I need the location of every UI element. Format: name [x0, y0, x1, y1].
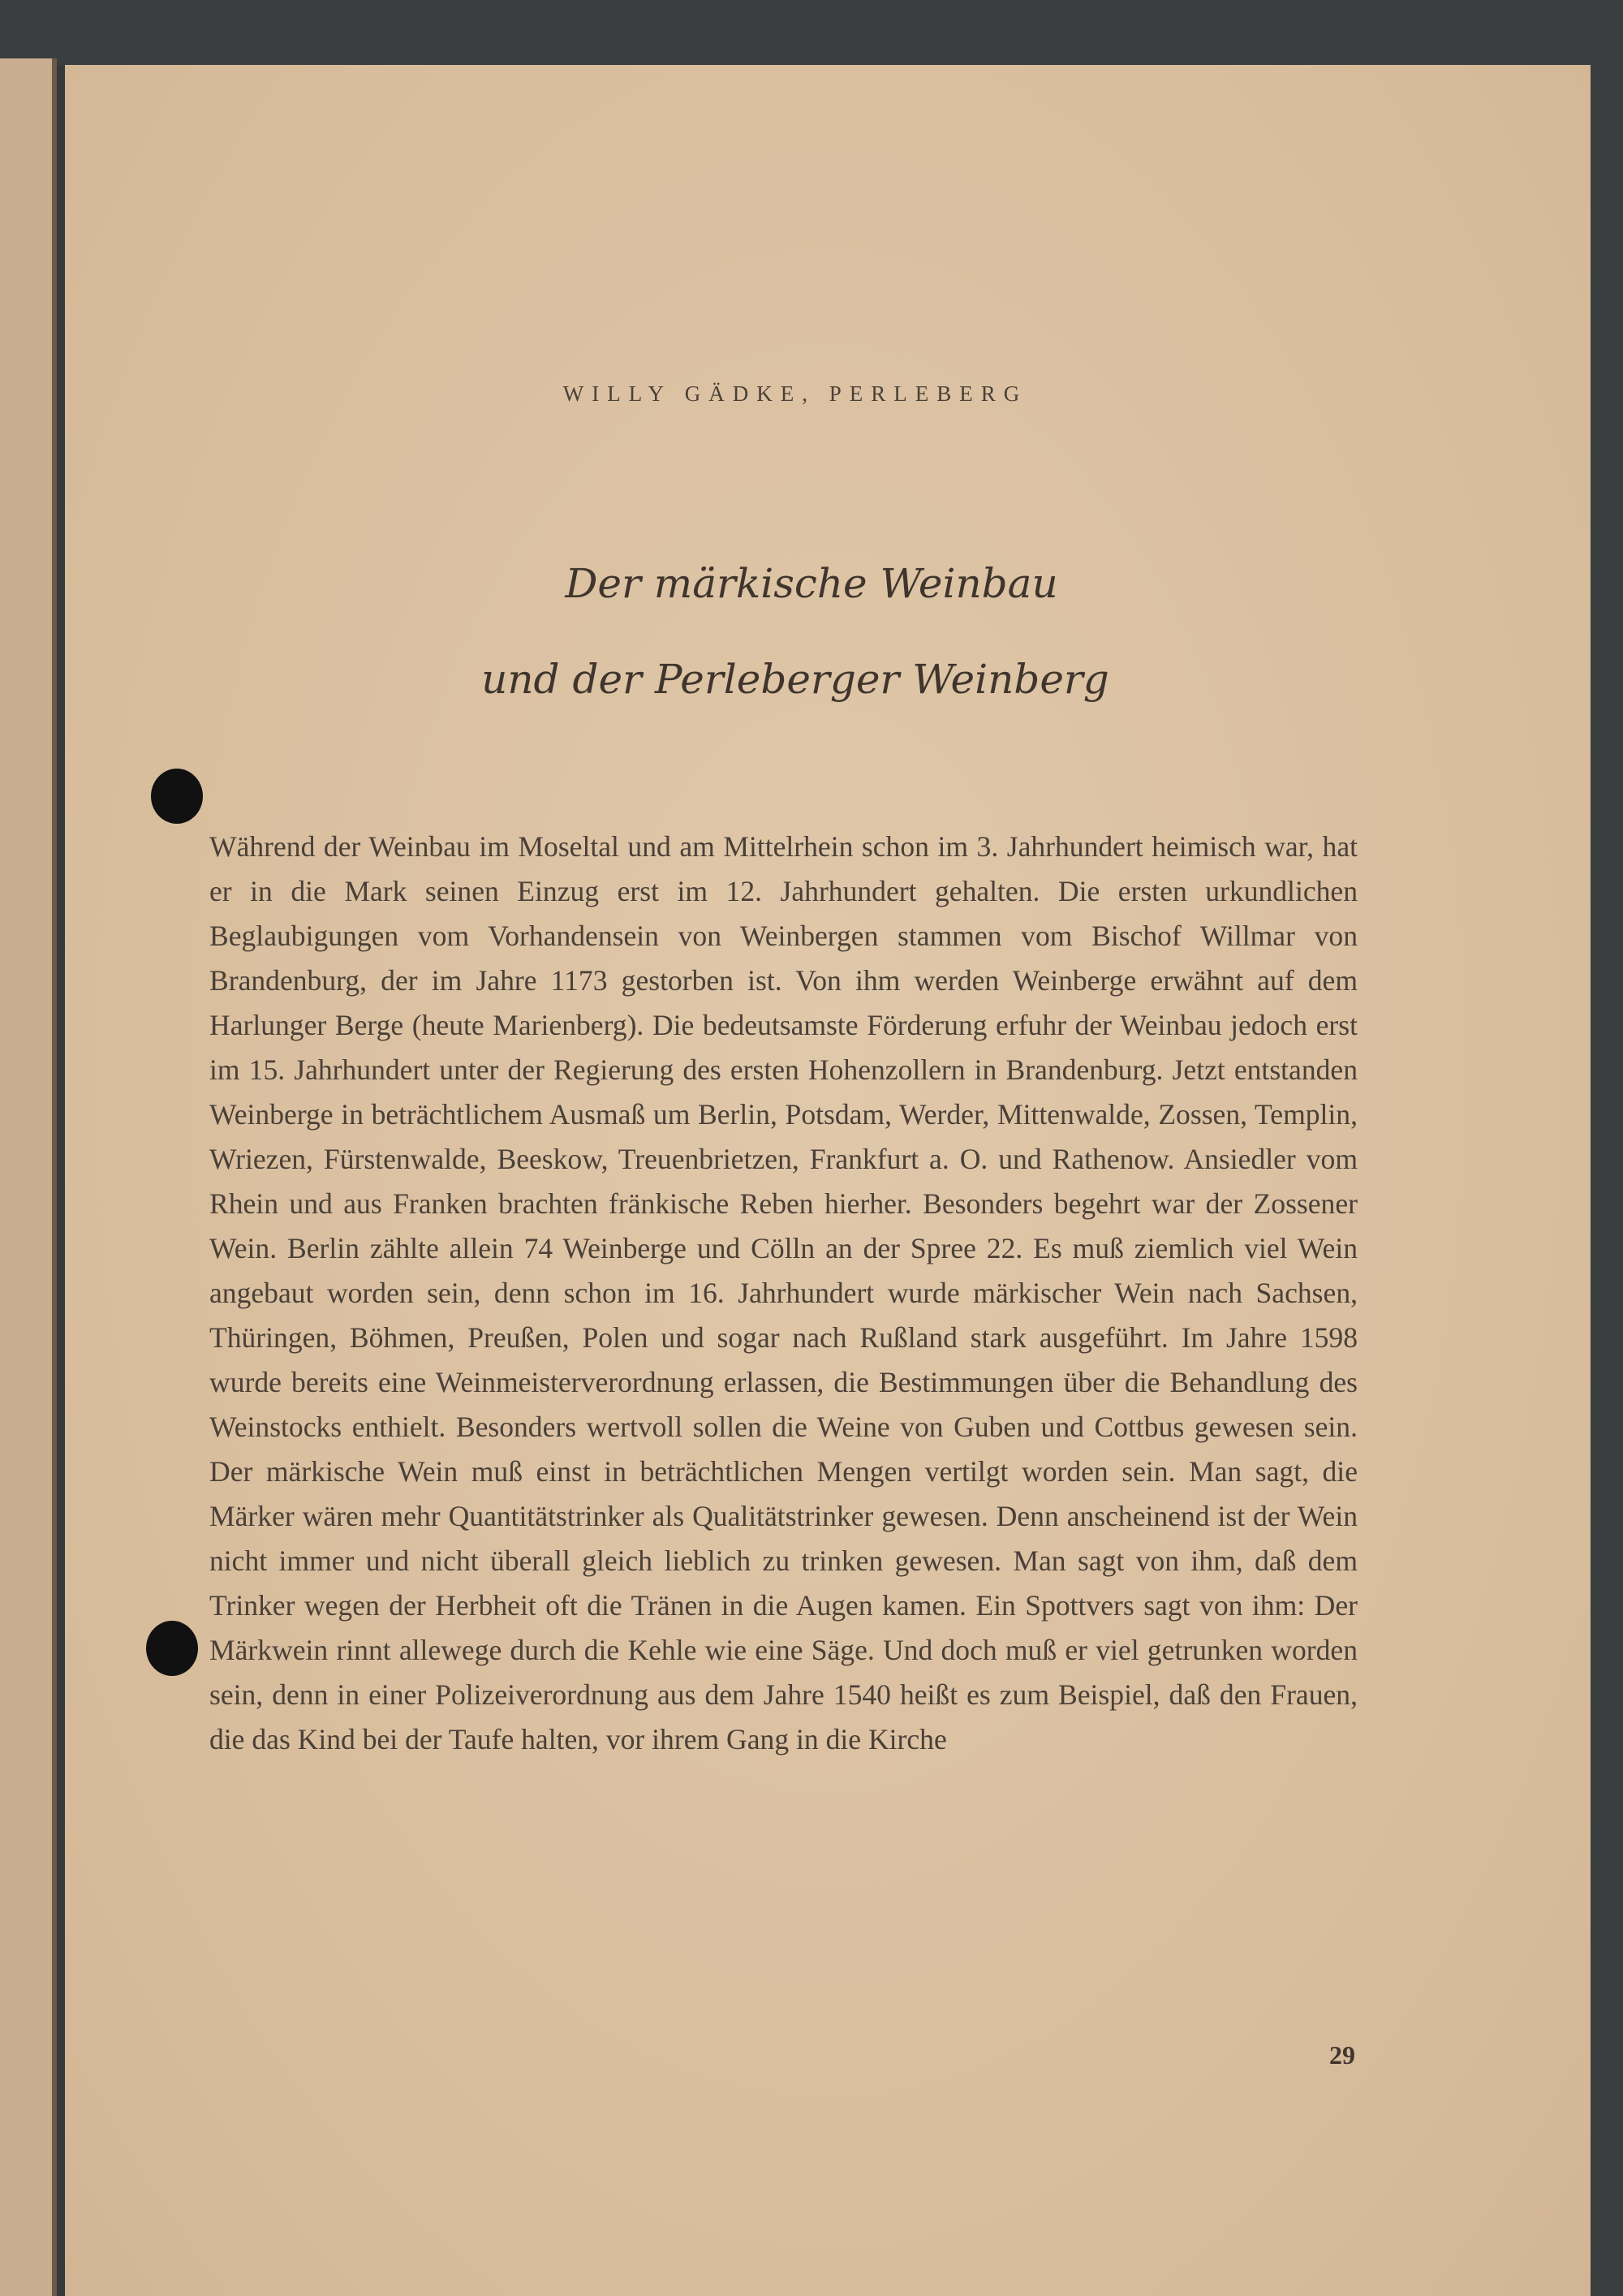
scanner-background-top	[0, 0, 1623, 65]
title-line-1: Der märkische Weinbau	[565, 560, 1058, 607]
punch-hole-icon	[146, 1621, 198, 1676]
author-line: WILLY GÄDKE, PERLEBERG	[562, 381, 1028, 406]
scanner-background-right	[1591, 58, 1623, 2296]
body-paragraph: Während der Weinbau im Moseltal und am Mittelrhein schon im 3. Jahrhundert heimisch war, hat er in die Mark seinen Einzug erst im 12. Jahrhundert gehalten. Die ersten urkundlichen Beglaubigungen vom Vorhandensein von Weinbergen stammen vom Bischof Willmar von Brandenburg, der im Jahre 1173 gestorben ist. Von ihm werden Weinberge erwähnt auf dem Harlunger Berge (heute Marienberg). Die bedeutsamste Förderung erfuhr der Weinbau jedoch erst im 15. Jahrhundert unter der Regierung des ersten Hohenzollern in Brandenburg. Jetzt entstanden Weinberge in beträchtlichem Ausmaß um Berlin, Potsdam, Werder, Mittenwalde, Zossen, Templin, Wriezen, Fürstenwalde, Beeskow, Treuenbrietzen, Frankfurt a. O. und Rathenow. Ansiedler vom Rhein und aus Franken brachten fränkische Reben hierher. Besonders begehrt war der Zossener Wein. Berlin zählte allein 74 Weinberge und Cölln an der Spree 22. Es muß ziemlich viel Wein angebaut worden sein, denn schon im 16. Jahrhundert wurde märkischer Wein nach Sachsen, Thüringen, Böhmen, Preußen, Polen und sogar nach Rußland stark ausgeführt. Im Jahre 1598 wurde bereits eine Weinmeisterverordnung erlassen, die Bestimmungen über die Behandlung des Weinstocks enthielt. Besonders wertvoll sollen die Weine von Guben und Cottbus gewesen sein. Der märkische Wein muß einst in beträchtlichen Mengen vertilgt worden sein. Man sagt, die Märker wären mehr Quantitätstrinker als Qualitätstrinker gewesen. Denn anscheinend ist der Wein nicht immer und nicht überall gleich lieblich zu trinken gewesen. Man sagt von ihm, daß dem Trinker wegen der Herbheit oft die Tränen in die Augen kamen. Ein Spottvers sagt von ihm: Der Märkwein rinnt allewege durch die Kehle wie eine Säge. Und doch muß er viel getrunken worden sein, denn in einer Polizeiverordnung aus dem Jahre 1540 heißt es zum Beispiel, daß den Frauen, die das Kind bei der Taufe halten, vor ihrem Gang in die Kirche	[209, 830, 1358, 1755]
punch-hole-icon	[151, 769, 203, 824]
page-number: 29	[1329, 2040, 1355, 2070]
title-line-2: und der Perleberger Weinberg	[481, 656, 1109, 703]
